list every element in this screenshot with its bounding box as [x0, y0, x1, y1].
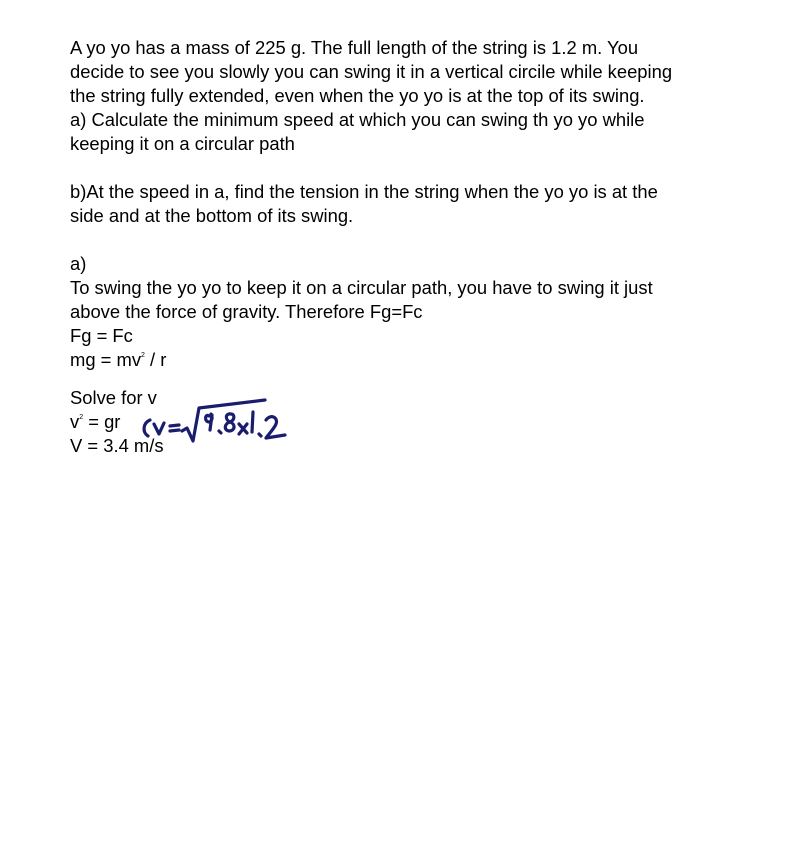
solution-explain-line-1: To swing the yo yo to keep it on a circular path, you have to swing it just	[70, 277, 653, 298]
equation-fg-fc: Fg = Fc	[70, 325, 133, 346]
problem-line-2: decide to see you slowly you can swing it in a vertical circile while keeping	[70, 61, 673, 82]
problem-line-1: A yo yo has a mass of 225 g. The full length of the string is 1.2 m. You	[70, 37, 639, 58]
eq2-prefix: mg = mv	[70, 349, 142, 370]
part-b-line-1: b)At the speed in a, find the tension in the string when the yo yo is at the	[70, 181, 658, 202]
problem-line-3: the string fully extended, even when the yo yo is at the top of its swing.	[70, 85, 645, 106]
eq3-prefix: v	[70, 411, 80, 432]
blank-line	[70, 156, 770, 180]
solve-for-line: Solve for v	[70, 387, 157, 408]
part-b-line-2: side and at the bottom of its swing.	[70, 205, 354, 226]
eq2-suffix: / r	[144, 349, 167, 370]
solution-part-label: a)	[70, 253, 87, 274]
blank-line	[70, 228, 770, 252]
blank-line	[70, 372, 770, 386]
equation-mg-mv2r	[70, 348, 770, 372]
problem-line-4: a) Calculate the minimum speed at which you can swing th yo yo while	[70, 109, 645, 130]
answer-line: V = 3.4 m/s	[70, 435, 164, 456]
problem-line-5: keeping it on a circular path	[70, 133, 295, 154]
solution-explain-line-2: above the force of gravity. Therefore Fg=Fc	[70, 301, 423, 322]
eq2-superscript: 2	[141, 352, 145, 359]
handwritten-annotation	[138, 394, 294, 450]
eq3-superscript: 2	[79, 414, 84, 421]
eq3-suffix: = gr	[83, 411, 121, 432]
